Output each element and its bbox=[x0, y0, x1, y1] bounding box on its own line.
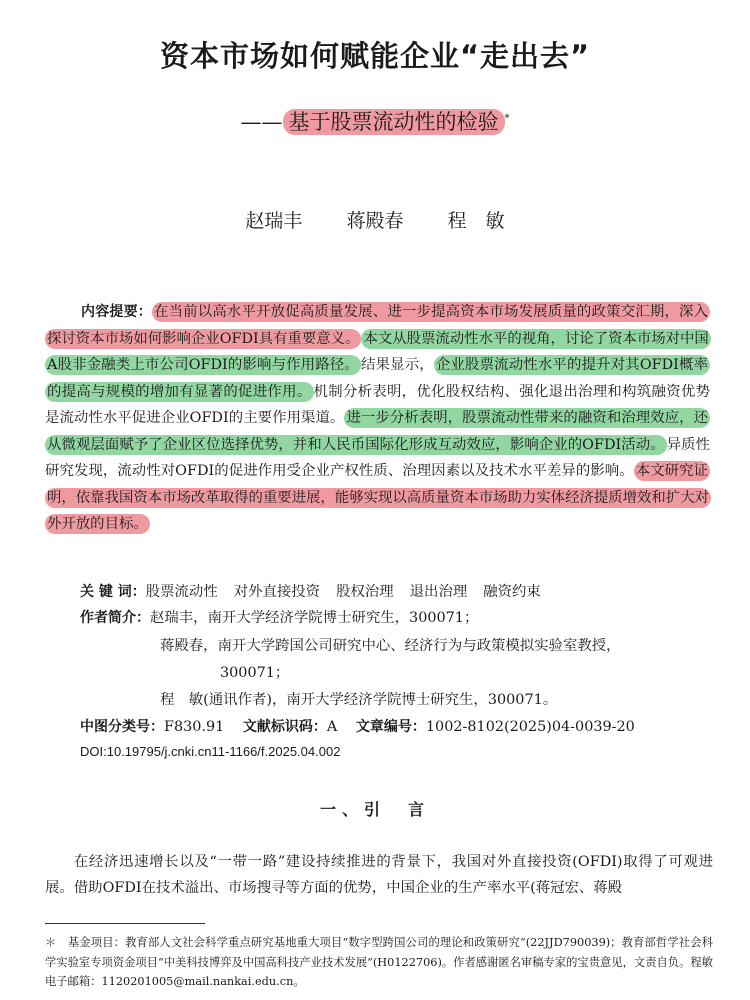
author-intro bbox=[80, 606, 478, 627]
article-number-value: 1002-8102(2025)04-0039-20 bbox=[425, 719, 635, 735]
doc-code-value: A bbox=[326, 719, 338, 735]
keywords bbox=[80, 580, 557, 601]
abstract-sentence-highlight-green: 本文从股票流动性水平的视角，讨论了资本市场对中国A股非金融类上市公司OFDI的影响与作用路径。 bbox=[47, 330, 709, 373]
clc-label: 中图分类号： bbox=[80, 719, 164, 735]
footnote-divider bbox=[45, 923, 205, 924]
author-intro-line: 蒋殿春，南开大学跨国公司研究中心、经济行为与政策模拟实验室教授， bbox=[160, 638, 621, 654]
keywords-label: 关 键 词： bbox=[80, 584, 146, 600]
author-list bbox=[0, 206, 750, 233]
abstract-label: 内容提要： bbox=[81, 304, 152, 320]
author-intro-line: 赵瑞丰，南开大学经济学院博士研究生，300071； bbox=[150, 610, 479, 626]
classification-line bbox=[80, 716, 635, 736]
keyword: 对外直接投资 bbox=[233, 584, 321, 600]
doi: DOI:10.19795/j.cnki.cn11-1166/f.2025.04.002 bbox=[80, 744, 341, 759]
author-intro-line: 程 敏(通讯作者)，南开大学经济学院博士研究生，300071。 bbox=[160, 692, 558, 708]
keyword: 融资约束 bbox=[483, 584, 541, 600]
footnote: ＊ 基金项目：教育部人文社会科学重点研究基地重大项目“数字型跨国公司的理论和政策研究”(22JJD790039)；教育部哲学社会科学实验室专项资金项目“中美科技博弈及中国高科技产业技术发展”(H0122706)。作者感谢匿名审稿专家的宝贵意见，文责自负。程敏电子邮箱：1120201005@mail.nankai.edu.cn。 bbox=[45, 936, 713, 988]
paper-title: 资本市场如何赋能企业“走出去” bbox=[159, 39, 591, 73]
abstract-text: 异质性研究发现，流动性对OFDI的促进作用受企业产权性质、治理因素以及技术水平差异的影响。 bbox=[45, 436, 710, 479]
keyword: 退出治理 bbox=[409, 584, 468, 600]
keyword: 股票流动性 bbox=[145, 584, 218, 600]
author-name: 程 敏 bbox=[447, 210, 505, 232]
article-number-label: 文章编号： bbox=[355, 719, 426, 735]
author-name: 蒋殿春 bbox=[346, 210, 404, 232]
author-intro-label: 作者简介： bbox=[80, 610, 150, 626]
doc-code-label: 文献标识码： bbox=[242, 719, 327, 735]
abstract-sentence-highlight-red: 在当前以高水平开放促高质量发展、进一步提高资本市场发展质量的政策交汇期，深入探讨资本市场如何影响企业OFDI具有重要意义。 bbox=[47, 304, 709, 347]
abstract-sentence-highlight-green: 进一步分析表明，股票流动性带来的融资和治理效应，还从微观层面赋予了企业区位选择优势，并和人民币国际化形成互动效应，影响企业的OFDI活动。 bbox=[47, 410, 708, 453]
subtitle-dash: —— bbox=[240, 110, 283, 134]
author-name: 赵瑞丰 bbox=[245, 210, 303, 232]
clc-value: F830.91 bbox=[164, 719, 225, 735]
abstract-text: 结果显示， bbox=[361, 357, 434, 373]
section-heading: 一、引 言 bbox=[319, 800, 430, 819]
abstract-text: 机制分析表明，优化股权结构、强化退出治理和构筑融资优势是流动性水平促进企业OFDI的主要作用渠道。 bbox=[45, 383, 710, 426]
keyword: 股权治理 bbox=[336, 584, 394, 600]
author-intro-line: 300071； bbox=[220, 665, 290, 681]
paper-subtitle bbox=[0, 106, 750, 136]
abstract-sentence-highlight-green: 企业股票流动性水平的提升对其OFDI概率的提高与规模的增加有显著的促进作用。 bbox=[47, 357, 708, 400]
footnote-marker: * bbox=[504, 113, 510, 124]
subtitle-highlight: 基于股票流动性的检验 bbox=[283, 109, 505, 135]
abstract bbox=[45, 299, 710, 538]
abstract-sentence-highlight-red: 本文研究证明，依靠我国资本市场改革取得的重要进展，能够实现以高质量资本市场助力实体经济提质增效和扩大对外开放的目标。 bbox=[47, 463, 709, 532]
body-paragraph: 在经济迅速增长以及“一带一路”建设持续推进的背景下，我国对外直接投资(OFDI)取得了可观进展。借助OFDI在技术溢出、市场搜寻等方面的优势，中国企业的生产率水平(蒋冠宏、蒋殿 bbox=[45, 854, 713, 896]
